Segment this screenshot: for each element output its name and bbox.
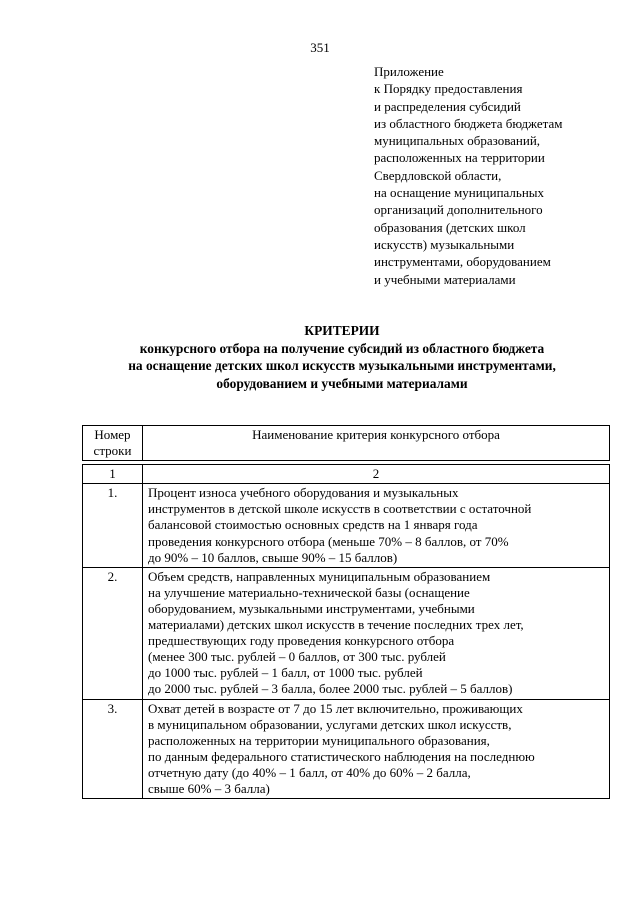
appendix-line: образования (детских школ	[374, 219, 526, 235]
criterion-line: до 2000 тыс. рублей – 3 балла, более 2000 тыс. рублей – 5 баллов)	[148, 681, 513, 697]
numbering-cell-2: 2	[143, 465, 610, 484]
appendix-line: на оснащение муниципальных	[374, 185, 545, 201]
appendix-line: к Порядку предоставления	[374, 81, 523, 97]
title-line: на оснащение детских школ искусств музыкальными инструментами,	[128, 358, 556, 373]
numbering-cell-1: 1	[83, 465, 143, 484]
criterion-line: предшествующих году проведения конкурсного отбора	[148, 633, 455, 649]
appendix-line: инструментами, оборудованием	[374, 254, 551, 270]
criterion-line: Объем средств, направленных муниципальным образованием	[148, 568, 491, 584]
appendix-line: организаций дополнительного	[374, 202, 543, 218]
criterion-line: на улучшение материально-технической базы (оснащение	[148, 584, 470, 600]
appendix-line: и распределения субсидий	[374, 98, 521, 114]
appendix-line: муниципальных образований,	[374, 133, 541, 149]
title-heading: КРИТЕРИИ	[304, 323, 380, 338]
row-criterion	[143, 484, 610, 567]
header-number-cell	[83, 426, 143, 461]
criterion-line: по данным федерального статистического наблюдения на последнюю	[148, 748, 535, 764]
appendix-line: из областного бюджета бюджетам	[374, 115, 563, 131]
criterion-line: в муниципальном образовании, услугами детских школ искусств,	[148, 716, 512, 732]
criterion-line: балансовой стоимостью основных средств на 1 января года	[148, 517, 478, 533]
appendix-block	[374, 63, 624, 288]
criterion-line: Охват детей в возрасте от 7 до 15 лет включительно, проживающих	[148, 700, 523, 716]
table-row	[83, 484, 610, 567]
criterion-line: отчетную дату (до 40% – 1 балл, от 40% до 60% – 2 балла,	[148, 764, 471, 780]
header-name-cell: Наименование критерия конкурсного отбора	[143, 426, 610, 461]
criterion-line: оборудованием, музыкальными инструментами, учебными	[148, 600, 475, 616]
appendix-line: Свердловской области,	[374, 167, 502, 183]
appendix-line: расположенных на территории	[374, 150, 545, 166]
appendix-line: искусств) музыкальными	[374, 236, 515, 252]
criterion-line: проведения конкурсного отбора (меньше 70% – 8 баллов, от 70%	[148, 533, 509, 549]
row-number: 3.	[83, 699, 143, 799]
appendix-line: Приложение	[374, 64, 444, 79]
header-number-line: строки	[93, 443, 132, 459]
criterion-line: свыше 60% – 3 балла)	[148, 780, 270, 796]
table-row	[83, 699, 610, 799]
criteria-table	[82, 425, 610, 799]
row-number: 2.	[83, 567, 143, 699]
title-line: конкурсного отбора на получение субсидий из областного бюджета	[139, 340, 545, 356]
header-number-line: Номер	[94, 427, 131, 442]
row-number: 1.	[83, 484, 143, 567]
table-header-row	[83, 426, 610, 461]
criterion-line: материалами) детских школ искусств в течение последних трех лет,	[148, 617, 524, 633]
row-criterion	[143, 699, 610, 799]
criterion-line: (менее 300 тыс. рублей – 0 баллов, от 300 тыс. рублей	[148, 649, 446, 665]
appendix-line: и учебными материалами	[374, 271, 516, 287]
criterion-line: инструментов в детской школе искусств в соответствии с остаточной	[148, 501, 532, 517]
criterion-line: расположенных на территории муниципального образования,	[148, 732, 490, 748]
page-number: 351	[310, 40, 330, 55]
criterion-line: до 90% – 10 баллов, свыше 90% – 15 баллов)	[148, 549, 398, 565]
document-title	[60, 322, 624, 392]
criterion-line: Процент износа учебного оборудования и музыкальных	[148, 485, 459, 501]
row-criterion	[143, 567, 610, 699]
title-line: оборудованием и учебными материалами	[216, 375, 468, 391]
table-row	[83, 567, 610, 699]
table-numbering-row	[83, 465, 610, 484]
criterion-line: до 1000 тыс. рублей – 1 балл, от 1000 тыс. рублей	[148, 665, 423, 681]
